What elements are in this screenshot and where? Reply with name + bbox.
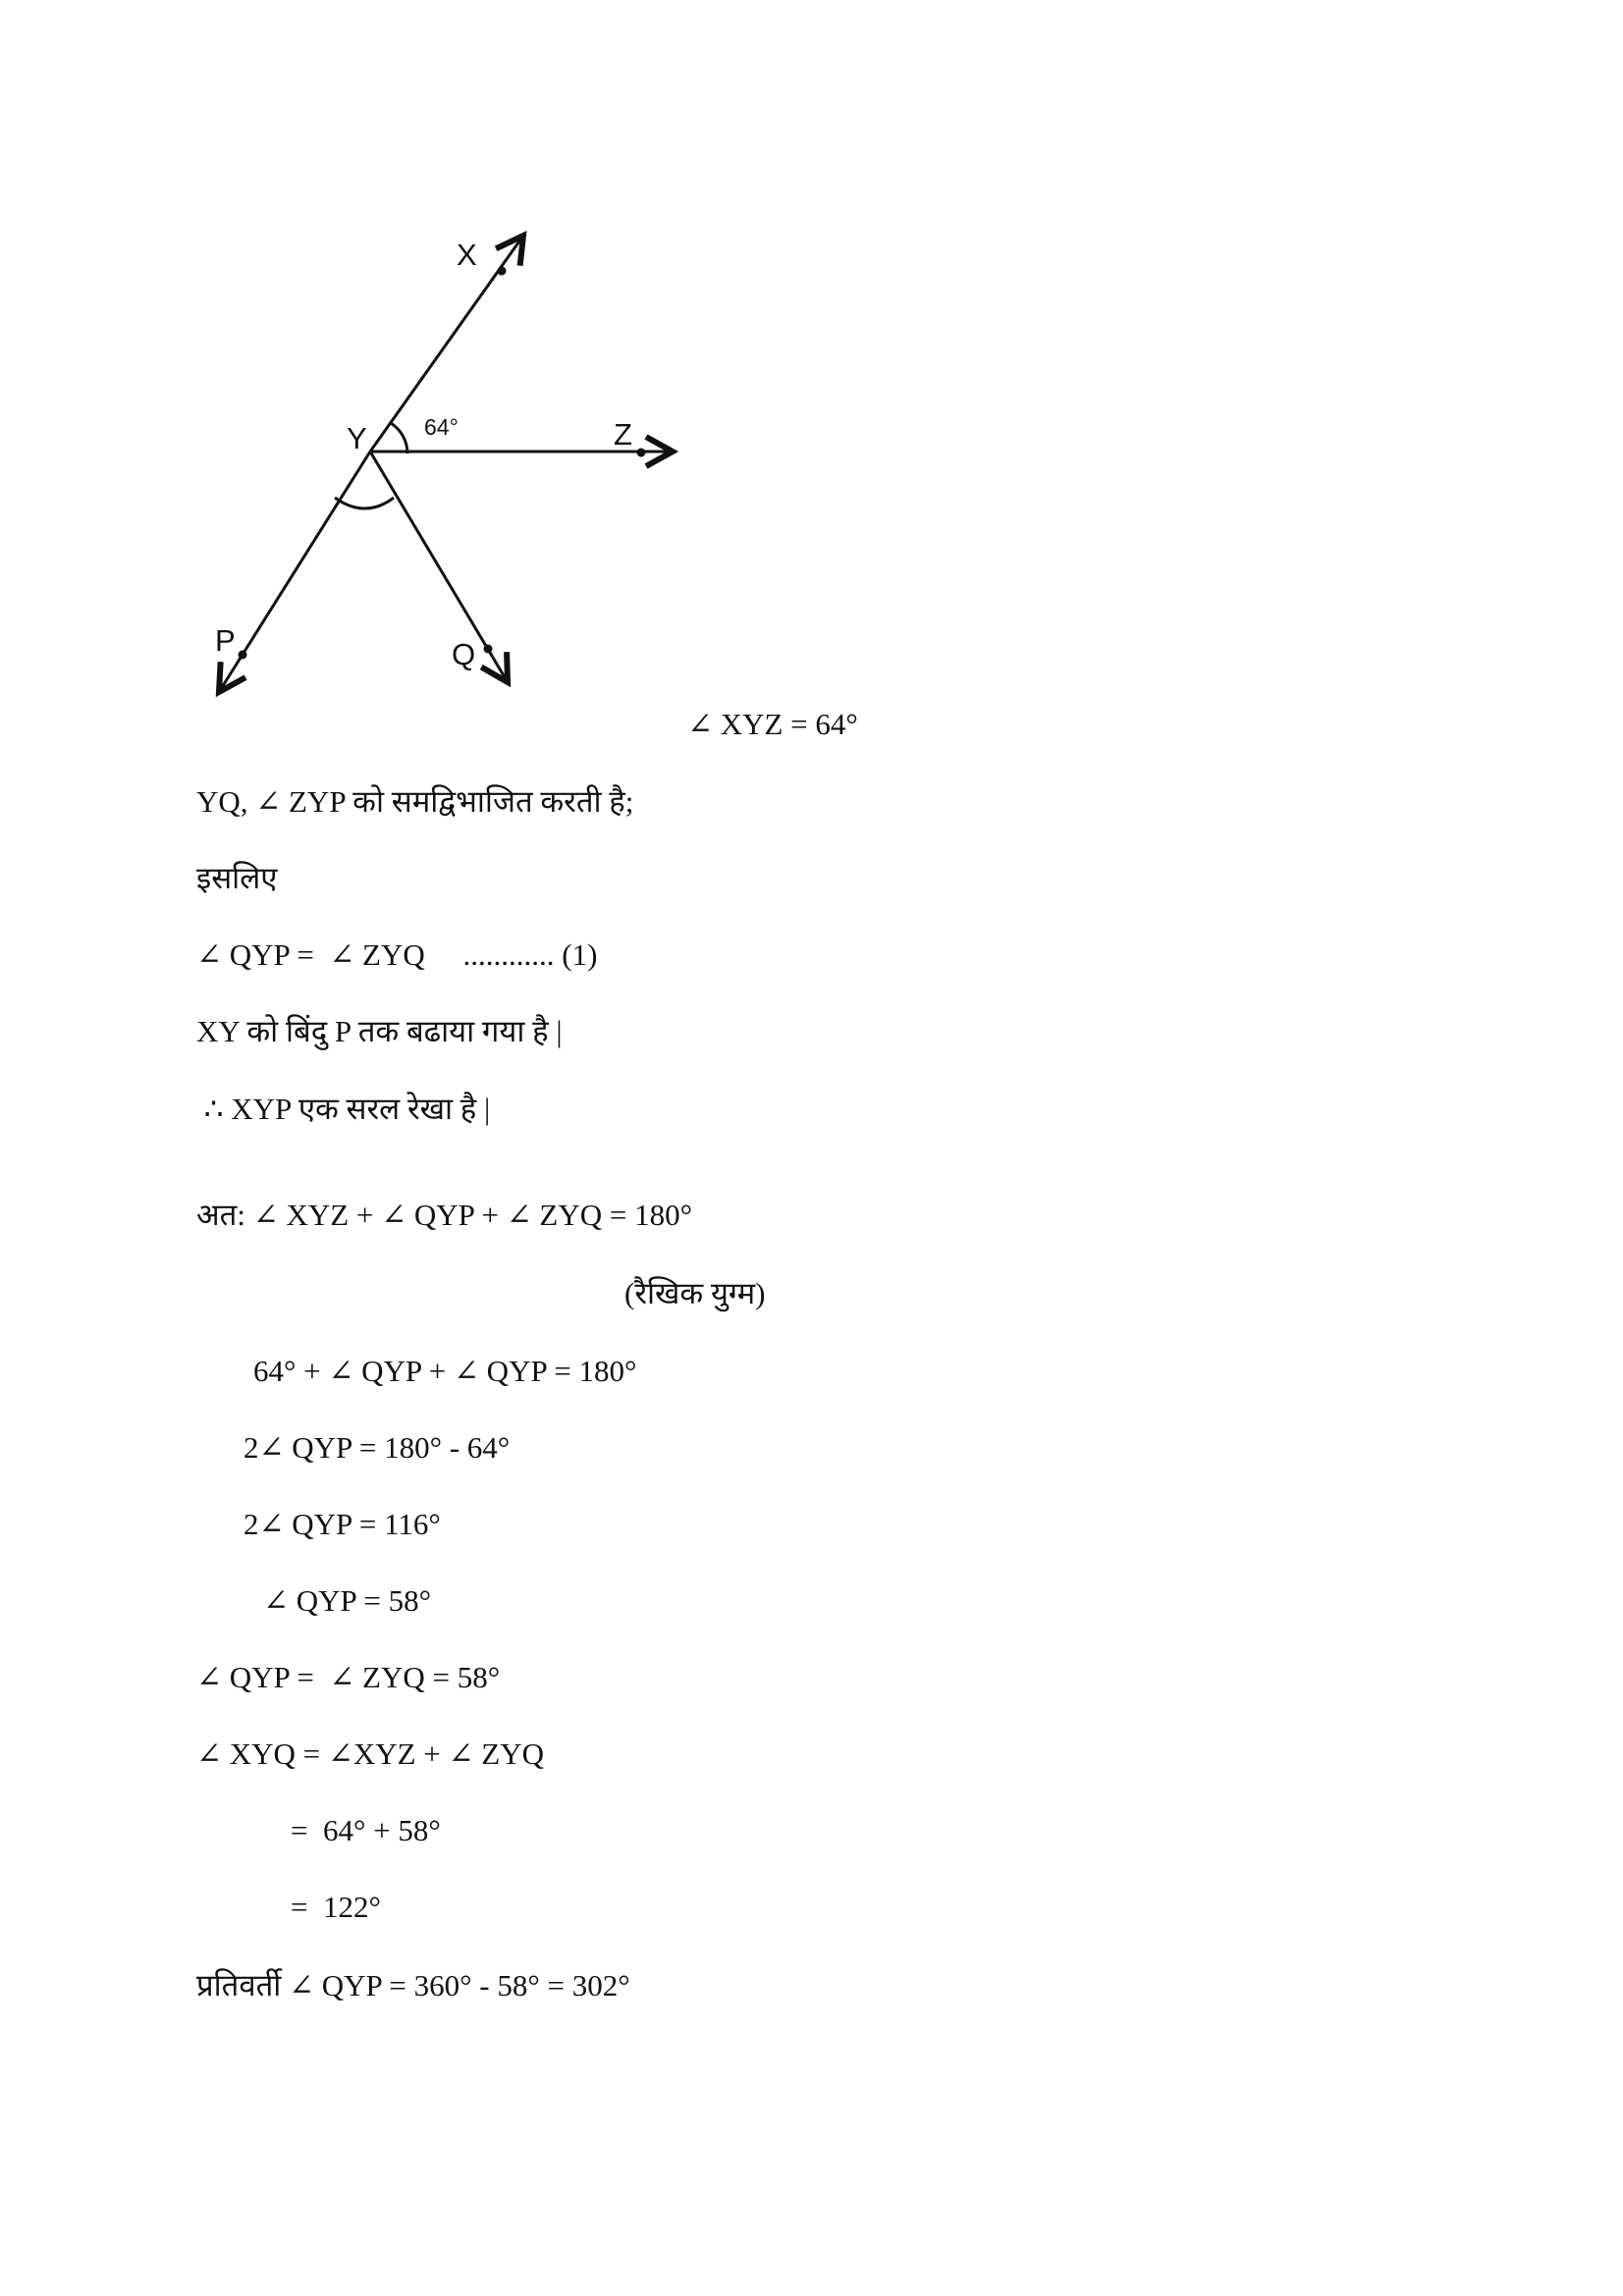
label-z: Z <box>614 417 632 452</box>
statement-line-6: अत: ∠ XYZ + ∠ QYP + ∠ ZYQ = 180° <box>196 1198 693 1232</box>
equation-line-3: 2∠ QYP = 116° <box>243 1507 441 1541</box>
result-line-2: ∠ XYQ = ∠XYZ + ∠ ZYQ <box>196 1736 544 1771</box>
label-x: X <box>457 238 477 272</box>
label-y: Y <box>347 421 367 455</box>
point-p <box>239 651 247 660</box>
linear-pair-note: (रैखिक युग्म) <box>624 1276 766 1310</box>
angle-diagram <box>191 211 702 702</box>
statement-line-5: ∴ XYP एक सरल रेखा है | <box>196 1092 491 1126</box>
equation-line-4: ∠ QYP = 58° <box>263 1583 431 1618</box>
statement-line-3: ∠ QYP = ∠ ZYQ ............ (1) <box>196 937 598 972</box>
angle-label: 64° <box>424 414 459 440</box>
angle-arc-64 <box>391 423 407 454</box>
result-line-3: = 64° + 58° <box>291 1813 441 1847</box>
result-line-1: ∠ QYP = ∠ ZYQ = 58° <box>196 1660 501 1694</box>
label-q: Q <box>452 637 476 671</box>
figure-caption: ∠ XYZ = 64° <box>687 707 858 741</box>
statement-line-2: इसलिए <box>196 861 278 895</box>
result-line-5: प्रतिवर्ती ∠ QYP = 360° - 58° = 302° <box>196 1968 630 2002</box>
geometry-figure <box>191 211 702 702</box>
statement-line-1: YQ, ∠ ZYP को समद्विभाजित करती है; <box>196 784 634 819</box>
point-q <box>484 645 493 654</box>
label-p: P <box>215 623 236 658</box>
equation-line-1: 64° + ∠ QYP + ∠ QYP = 180° <box>253 1354 637 1388</box>
equation-line-2: 2∠ QYP = 180° - 64° <box>243 1430 511 1465</box>
point-z <box>637 449 646 457</box>
result-line-4: = 122° <box>291 1890 381 1924</box>
point-x <box>498 267 507 276</box>
statement-line-4: XY को बिंदु P तक बढाया गया है | <box>196 1014 563 1048</box>
angle-arc-bisected <box>335 498 394 508</box>
